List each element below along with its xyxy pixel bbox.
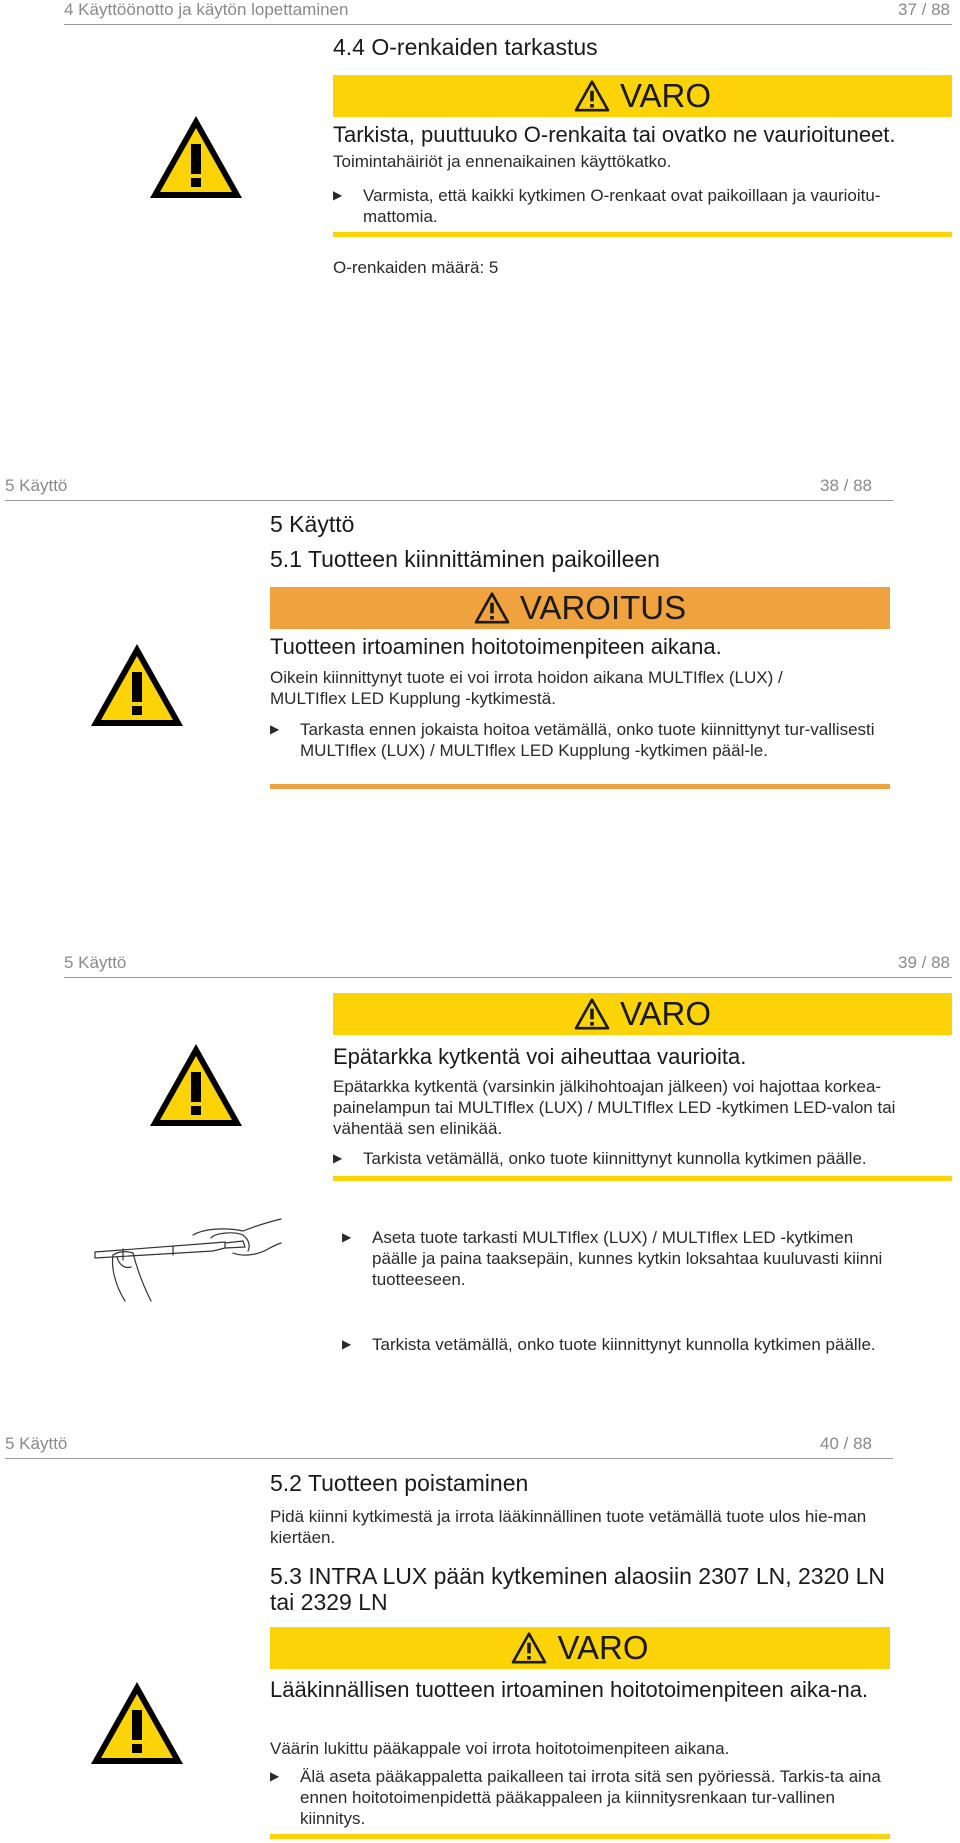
- page-number: 38 / 88: [820, 476, 872, 495]
- page-header-left: 5 Käyttö: [64, 953, 127, 972]
- warning-small-icon: [574, 80, 610, 112]
- warning-title: Epätarkka kytkentä voi aiheuttaa vaurioita.: [333, 1044, 747, 1069]
- warning-text: Toimintahäiriöt ja ennenaikainen käyttökatko.: [333, 152, 672, 171]
- triangle-right-icon: ▶: [333, 1151, 343, 1165]
- warning-banner: [270, 587, 890, 629]
- section-title: 5.3 INTRA LUX pään kytkeminen alaosiin 2307 LN, 2320 LN tai 2329 LN: [270, 1563, 885, 1615]
- list-item: ▶ Tarkasta ennen jokaista hoitoa vetämällä, onko tuote kiinnittynyt tur-vallisesti MULTIflex (LUX) / MULTIflex LED Kupplung -kytkimen pääl-le.: [270, 720, 875, 760]
- page-number: 39 / 88: [898, 953, 950, 972]
- warning-label: VARO: [619, 995, 712, 1032]
- warning-title: Tarkista, puuttuuko O-renkaita tai ovatko ne vaurioituneet.: [333, 122, 896, 147]
- warning-title: Tuotteen irtoaminen hoitotoimenpiteen aikana.: [270, 634, 722, 659]
- warning-bottom-rule: [270, 784, 890, 789]
- o-ring-count: O-renkaiden määrä: 5: [333, 258, 499, 277]
- page-header-left: 4 Käyttöönotto ja käytön lopettaminen: [64, 0, 349, 19]
- list-item: ▶ Aseta tuote tarkasti MULTIflex (LUX) / MULTIflex LED -kytkimen päälle ja paina taaksepäin, kunnes kytkin loksahtaa kuuluvasti kiinni tuotteeseen.: [342, 1228, 883, 1289]
- warning-bottom-rule: [333, 232, 952, 237]
- warning-label: VARO: [619, 77, 712, 114]
- header-divider: [64, 24, 952, 25]
- warning-banner: [270, 1627, 890, 1669]
- warning-text: Väärin lukittu pääkappale voi irrota hoitotoimenpiteen aikana.: [270, 1739, 730, 1758]
- paragraph: Pidä kiinni kytkimestä ja irrota lääkinnällinen tuote vetämällä tuote ulos hie-man kiertäen.: [270, 1507, 867, 1547]
- triangle-right-icon: ▶: [342, 1337, 352, 1351]
- warning-triangle-icon: [143, 112, 249, 202]
- page-header-left: 5 Käyttö: [5, 1434, 68, 1453]
- warning-bottom-rule: [333, 1176, 952, 1181]
- page-number: 37 / 88: [898, 0, 950, 19]
- header-divider: [64, 977, 952, 978]
- list-item: ▶ Älä aseta pääkappaletta paikalleen tai irrota sitä sen pyöriessä. Tarkis-ta aina ennen hoitotoimenpidettä pääkappaleen ja kiinnitysrenkaan tur-vallinen kiinnitys.: [270, 1767, 881, 1828]
- triangle-right-icon: ▶: [270, 722, 280, 736]
- header-divider: [5, 1458, 893, 1459]
- warning-title: Lääkinnällisen tuotteen irtoaminen hoitotoimenpiteen aika-na.: [270, 1677, 869, 1702]
- warning-triangle-icon: [143, 1040, 249, 1130]
- warning-label: VARO: [557, 1629, 649, 1666]
- warning-banner: [333, 75, 952, 117]
- section-title: 4.4 O-renkaiden tarkastus: [333, 34, 598, 60]
- triangle-right-icon: ▶: [342, 1230, 352, 1244]
- warning-small-icon: [511, 1632, 547, 1664]
- coupling-illustration: [93, 1205, 283, 1305]
- warning-small-icon: [574, 998, 610, 1030]
- chapter-title: 5 Käyttö: [270, 511, 355, 537]
- section-title: 5.1 Tuotteen kiinnittäminen paikoilleen: [270, 546, 660, 572]
- warning-label: VAROITUS: [519, 589, 687, 626]
- page-number: 40 / 88: [820, 1434, 872, 1453]
- list-item: ▶ Tarkista vetämällä, onko tuote kiinnittynyt kunnolla kytkimen päälle.: [333, 1149, 867, 1168]
- page-header-left: 5 Käyttö: [5, 476, 68, 495]
- warning-triangle-icon: [84, 1678, 190, 1768]
- triangle-right-icon: ▶: [270, 1769, 280, 1783]
- list-item: ▶ Tarkista vetämällä, onko tuote kiinnittynyt kunnolla kytkimen päälle.: [342, 1335, 876, 1354]
- warning-banner: [333, 993, 952, 1035]
- warning-triangle-icon: [84, 640, 190, 730]
- list-item: ▶ Varmista, että kaikki kytkimen O-renkaat ovat paikoillaan ja vaurioitu-mattomia.: [333, 186, 881, 226]
- section-title: 5.2 Tuotteen poistaminen: [270, 1470, 529, 1496]
- warning-bottom-rule: [270, 1834, 890, 1839]
- warning-text: Epätarkka kytkentä (varsinkin jälkihohtoajan jälkeen) voi hajottaa korkea-painelampun tai MULTIflex (LUX) / MULTIflex LED -kytkimen LED-valon tai vähentää sen elinikää.: [333, 1077, 896, 1138]
- warning-small-icon: [474, 592, 510, 624]
- triangle-right-icon: ▶: [333, 188, 343, 202]
- warning-text: Oikein kiinnittynyt tuote ei voi irrota hoidon aikana MULTIflex (LUX) / MULTIflex LED Kupplung -kytkimestä.: [270, 668, 783, 708]
- header-divider: [5, 500, 893, 501]
